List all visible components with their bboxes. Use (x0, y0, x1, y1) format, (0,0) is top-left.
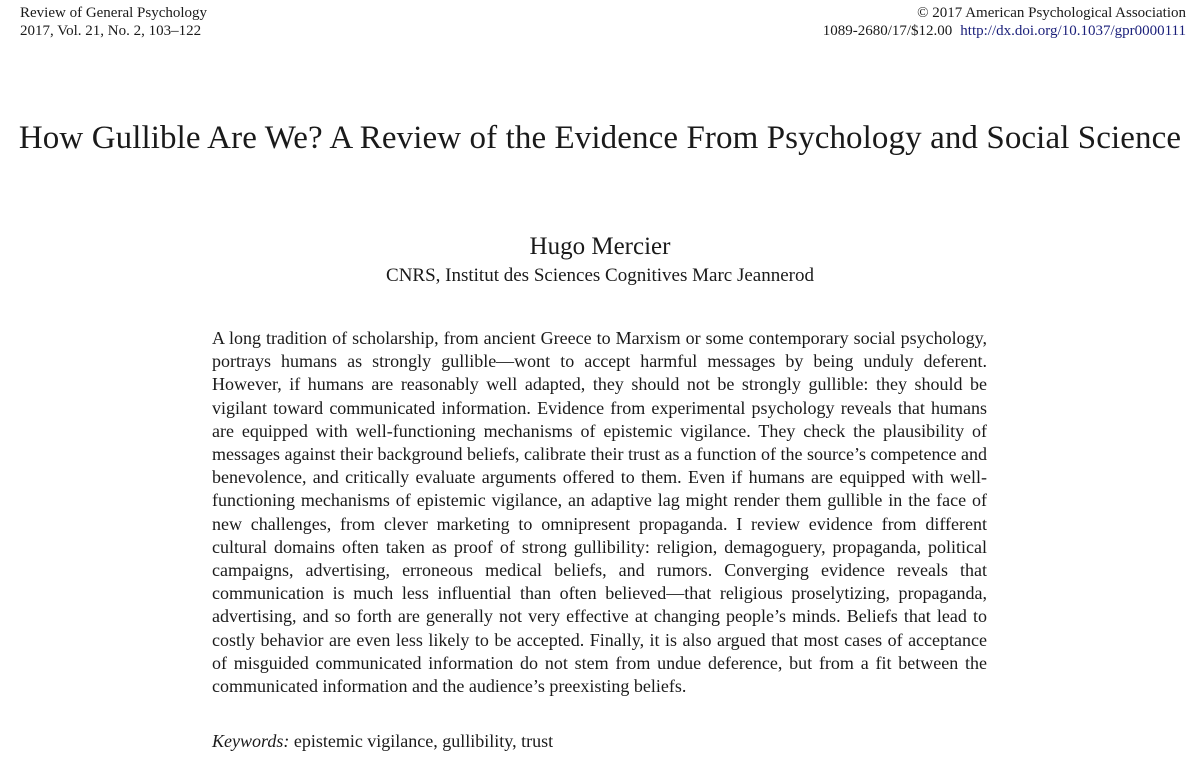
issn-doi-line (823, 22, 1186, 40)
keywords-text: epistemic vigilance, gullibility, trust (293, 731, 554, 751)
keywords-line (212, 730, 553, 753)
issn-price: 1089-2680/17/$12.00 (822, 23, 953, 39)
journal-header (20, 4, 207, 40)
doi-link[interactable]: http://dx.doi.org/10.1037/gpr0000111 (960, 23, 1186, 39)
abstract-text: A long tradition of scholarship, from ancient Greece to Marxism or some contemporary social psychology, portrays humans as strongly gullible—wont to accept harmful messages by being unduly deferent. However, if humans are reasonably well adapted, they should not be strongly gullible: they should be vigilant toward communicated information. Evidence from experimental psychology reveals that humans are equipped with well-functioning mechanisms of epistemic vigilance. They check the plausibility of messages against their background beliefs, calibrate their trust as a function of the source’s competence and benevolence, and critically evaluate arguments offered to them. Even if humans are equipped with well-functioning mechanisms of epistemic vigilance, an adaptive lag might render them gullible in the face of new challenges, from clever marketing to omnipresent propaganda. I review evidence from different cultural domains often taken as proof of strong gullibility: religion, demagoguery, propaganda, political campaigns, advertising, erroneous medical beliefs, and rumors. Converging evidence reveals that communication is much less influential than often believed—that religious proselytizing, propaganda, advertising, and so forth are generally not very effective at changing people’s minds. Beliefs that lead to costly behavior are even less likely to be accepted. Finally, it is also argued that most cases of acceptance of misguided communicated information do not stem from undue deference, but from a fit between the communicated information and the audience’s preexisting beliefs. (212, 328, 987, 697)
journal-name: Review of General Psychology (20, 5, 208, 21)
journal-citation: 2017, Vol. 21, No. 2, 103–122 (20, 23, 202, 39)
article-title: How Gullible Are We? A Review of the Evidence From Psychology and Social Science (18, 120, 1182, 156)
publisher-header (823, 4, 1186, 40)
author-affiliation: CNRS, Institut des Sciences Cognitives Marc Jeannerod (386, 265, 814, 286)
copyright-notice: © 2017 American Psychological Association (917, 5, 1186, 21)
keywords-label: Keywords: (212, 731, 290, 751)
author-name: Hugo Mercier (529, 233, 671, 260)
